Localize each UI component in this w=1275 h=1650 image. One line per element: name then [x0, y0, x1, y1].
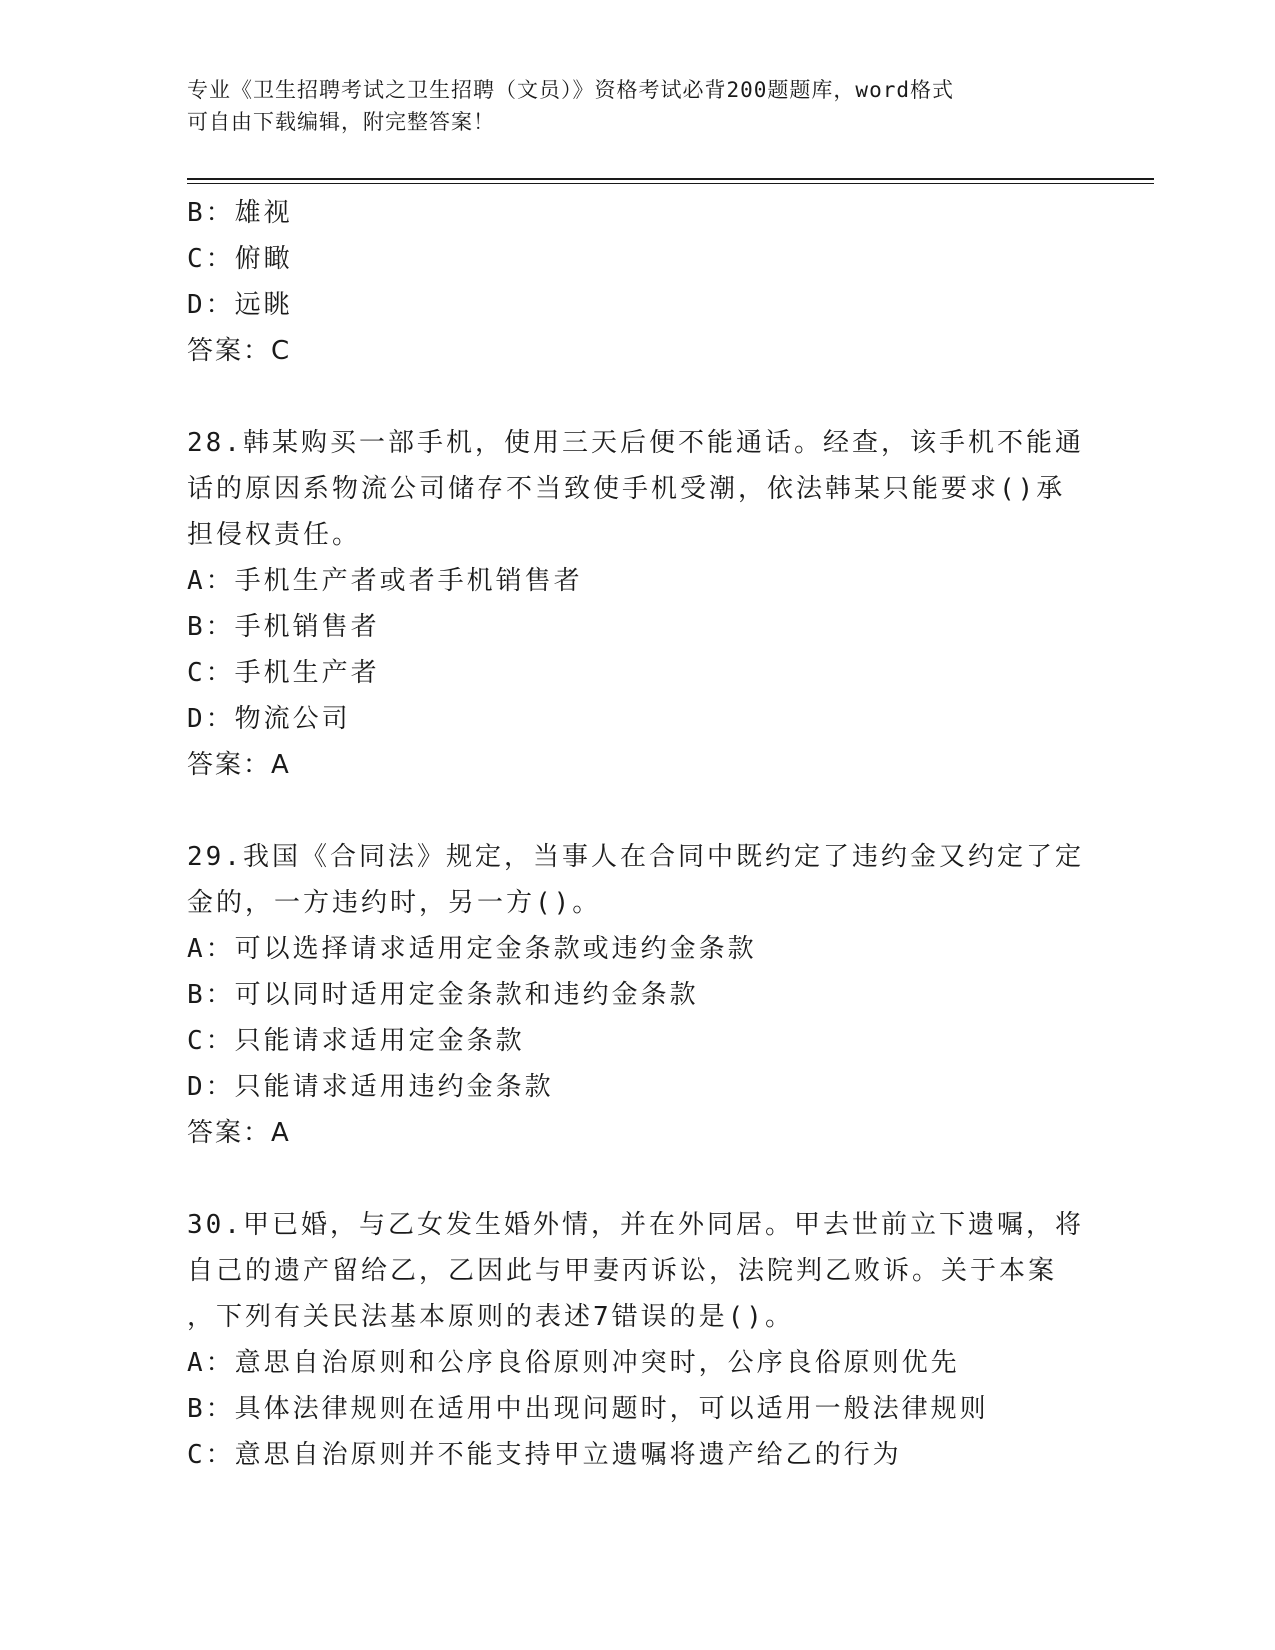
answer-line: 答案：C — [187, 336, 292, 366]
question-stem-line: 29.我国《合同法》规定，当事人在合同中既约定了违约金又约定了定 — [187, 842, 1084, 872]
spacer — [187, 374, 1077, 420]
header-line-1: 专业《卫生招聘考试之卫生招聘（文员）》资格考试必背200题题库，word格式 — [187, 78, 954, 102]
question-stem-line: 自己的遗产留给乙，乙因此与甲妻丙诉讼，法院判乙败诉。关于本案 — [187, 1256, 1058, 1286]
question-stem-line: 金的，一方违约时，另一方()。 — [187, 888, 602, 918]
spacer — [187, 1156, 1077, 1202]
question-list — [187, 190, 1084, 1478]
header-line-2: 可自由下载编辑，附完整答案！ — [187, 110, 495, 134]
option-c: C：手机生产者 — [187, 658, 380, 688]
option-d: D：远眺 — [187, 290, 293, 320]
question-27 — [187, 190, 1077, 374]
option-c: C：只能请求适用定金条款 — [187, 1026, 525, 1056]
question-30 — [187, 1202, 1084, 1478]
option-a: A：手机生产者或者手机销售者 — [187, 566, 583, 596]
option-b: B：具体法律规则在适用中出现问题时，可以适用一般法律规则 — [187, 1394, 989, 1424]
option-b: B：雄视 — [187, 198, 293, 228]
option-c: C：意思自治原则并不能支持甲立遗嘱将遗产给乙的行为 — [187, 1440, 902, 1470]
document-header — [187, 74, 1067, 138]
option-b: B：可以同时适用定金条款和违约金条款 — [187, 980, 699, 1010]
question-stem-line: 话的原因系物流公司储存不当致使手机受潮，依法韩某只能要求()承 — [187, 474, 1066, 504]
question-stem-line: 28.韩某购买一部手机，使用三天后便不能通话。经查，该手机不能通 — [187, 428, 1084, 458]
question-28 — [187, 420, 1084, 788]
answer-line: 答案：A — [187, 1118, 291, 1148]
option-b: B：手机销售者 — [187, 612, 380, 642]
question-stem-line: 担侵权责任。 — [187, 520, 362, 550]
spacer — [187, 788, 1077, 834]
option-d: D：只能请求适用违约金条款 — [187, 1072, 554, 1102]
question-stem-line: ，下列有关民法基本原则的表述7错误的是()。 — [187, 1302, 794, 1332]
question-29 — [187, 834, 1084, 1156]
option-a: A：意思自治原则和公序良俗原则冲突时，公序良俗原则优先 — [187, 1348, 960, 1378]
option-d: D：物流公司 — [187, 704, 351, 734]
question-stem-line: 30.甲已婚，与乙女发生婚外情，并在外同居。甲去世前立下遗嘱，将 — [187, 1210, 1084, 1240]
header-divider-thin — [187, 183, 1154, 184]
header-divider-thick — [187, 178, 1154, 180]
answer-line: 答案：A — [187, 750, 291, 780]
option-c: C：俯瞰 — [187, 244, 293, 274]
option-a: A：可以选择请求适用定金条款或违约金条款 — [187, 934, 757, 964]
